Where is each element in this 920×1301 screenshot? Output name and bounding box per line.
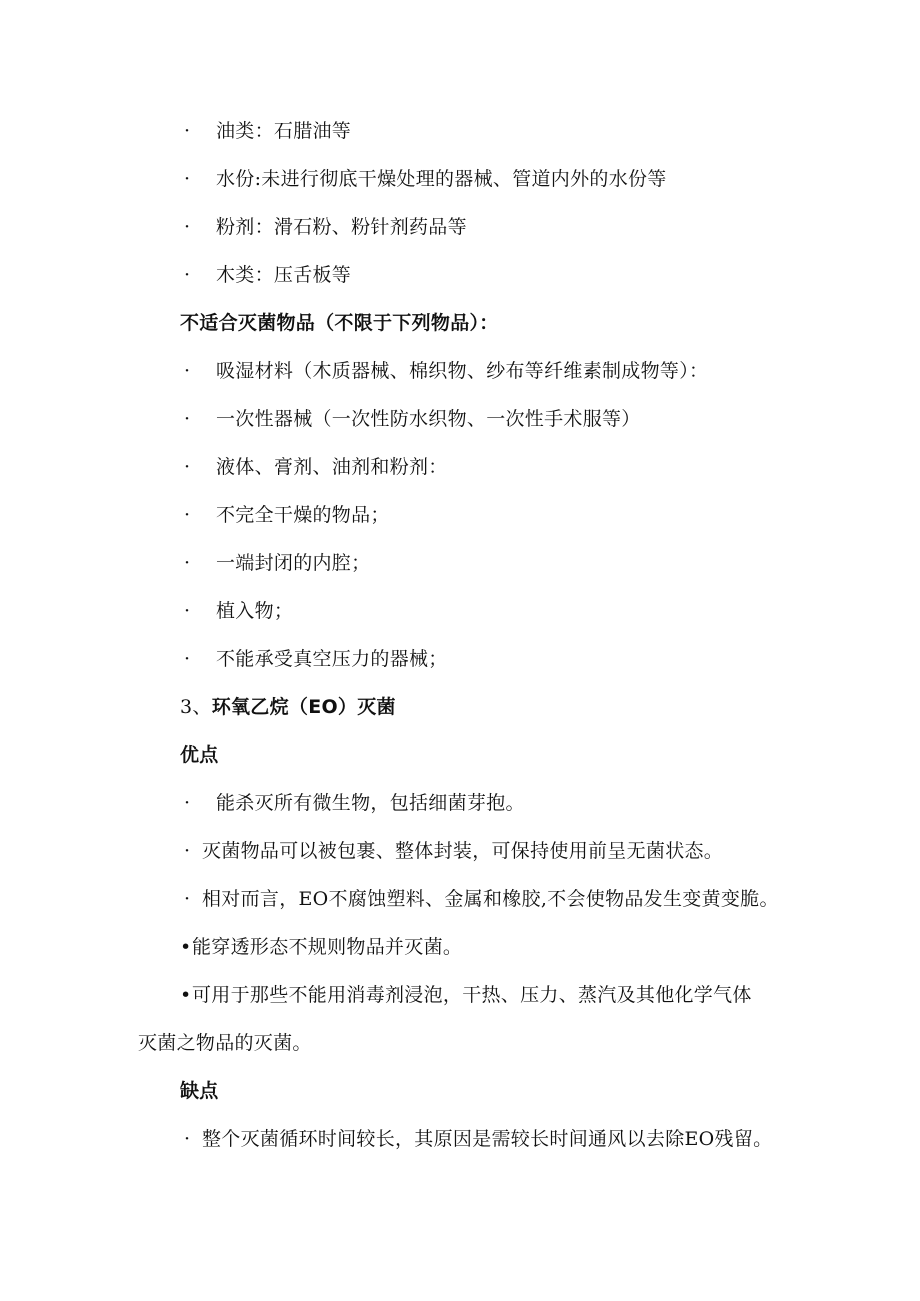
list-item: [184, 838, 723, 864]
list-item: [184, 406, 641, 432]
bullet: ·: [184, 168, 191, 190]
list-item-text: 不完全干燥的物品；: [216, 504, 390, 526]
list-item-text: 木类：压舌板等: [216, 264, 352, 286]
bullet: ·: [184, 360, 191, 382]
bullet: ·: [184, 600, 191, 622]
list-item-text: 水份:未进行彻底干燥处理的器械、管道内外的水份等: [216, 168, 667, 190]
list-item: [184, 358, 708, 384]
list-item: [184, 550, 370, 576]
bullet: ·: [184, 552, 191, 574]
bullet: ·: [184, 648, 191, 670]
list-item-text: 粉剂：滑石粉、粉针剂药品等: [216, 216, 467, 238]
bullet: ·: [184, 408, 191, 430]
list-item: [180, 982, 752, 1008]
disadvantages-heading: 缺点: [180, 1080, 219, 1102]
list-item-text: 灭菌物品可以被包裹、整体封装，可保持使用前呈无菌状态。: [202, 840, 724, 862]
list-item-text: 一次性器械（一次性防水织物、一次性手术服等）: [216, 408, 641, 430]
bullet: ·: [184, 456, 191, 478]
list-item-text: 植入物；: [216, 600, 294, 622]
list-item-text: 相对而言，EO不腐蚀塑料、金属和橡胶,不会使物品发生变黄变脆。: [202, 888, 779, 910]
list-item-text: 一端封闭的内腔；: [216, 552, 371, 574]
list-item: [184, 790, 525, 816]
list-item: [184, 598, 293, 624]
bullet: ·: [184, 1128, 191, 1150]
list-item-text: 油类：石腊油等: [216, 120, 352, 142]
unsuitable-heading: 不适合灭菌物品（不限于下列物品）：: [180, 312, 499, 334]
list-item-text: 能穿透形态不规则物品并灭菌。: [192, 936, 463, 958]
bullet: ·: [184, 888, 191, 910]
list-item: [184, 262, 351, 288]
list-item: [184, 166, 667, 192]
bullet: ·: [184, 264, 191, 286]
list-item: [184, 646, 448, 672]
list-item-text: 不能承受真空压力的器械；: [216, 648, 448, 670]
list-item: [184, 1126, 772, 1152]
advantages-heading: 优点: [180, 744, 219, 766]
section-title: 环氧乙烷（EO）灭菌: [211, 696, 396, 718]
bullet: ·: [184, 840, 191, 862]
bullet: ·: [184, 792, 191, 814]
list-item-text: 整个灭菌循环时间较长，其原因是需较长时间通风以去除EO残留。: [202, 1128, 773, 1150]
list-item: [184, 502, 390, 528]
bullet: •: [180, 936, 192, 958]
bullet: ·: [184, 504, 191, 526]
list-item-text: 吸湿材料（木质器械、棉织物、纱布等纤维素制成物等）：: [216, 360, 709, 382]
bullet: ·: [184, 120, 191, 142]
list-item-text: 可用于那些不能用消毒剂浸泡，干热、压力、蒸汽及其他化学气体: [192, 984, 752, 1006]
list-item-text: 液体、膏剂、油剂和粉剂：: [216, 456, 448, 478]
list-item: [184, 214, 467, 240]
bullet: ·: [184, 216, 191, 238]
section-heading: [180, 694, 396, 720]
list-item: [184, 118, 351, 144]
section-number: 3、: [180, 696, 212, 718]
bullet: •: [180, 984, 192, 1006]
list-item-continuation: 灭菌之物品的灭菌。: [138, 1032, 312, 1054]
list-item: [184, 454, 448, 480]
list-item: [184, 886, 779, 912]
list-item: [180, 934, 462, 960]
list-item-text: 能杀灭所有微生物，包括细菌芽抱。: [216, 792, 525, 814]
